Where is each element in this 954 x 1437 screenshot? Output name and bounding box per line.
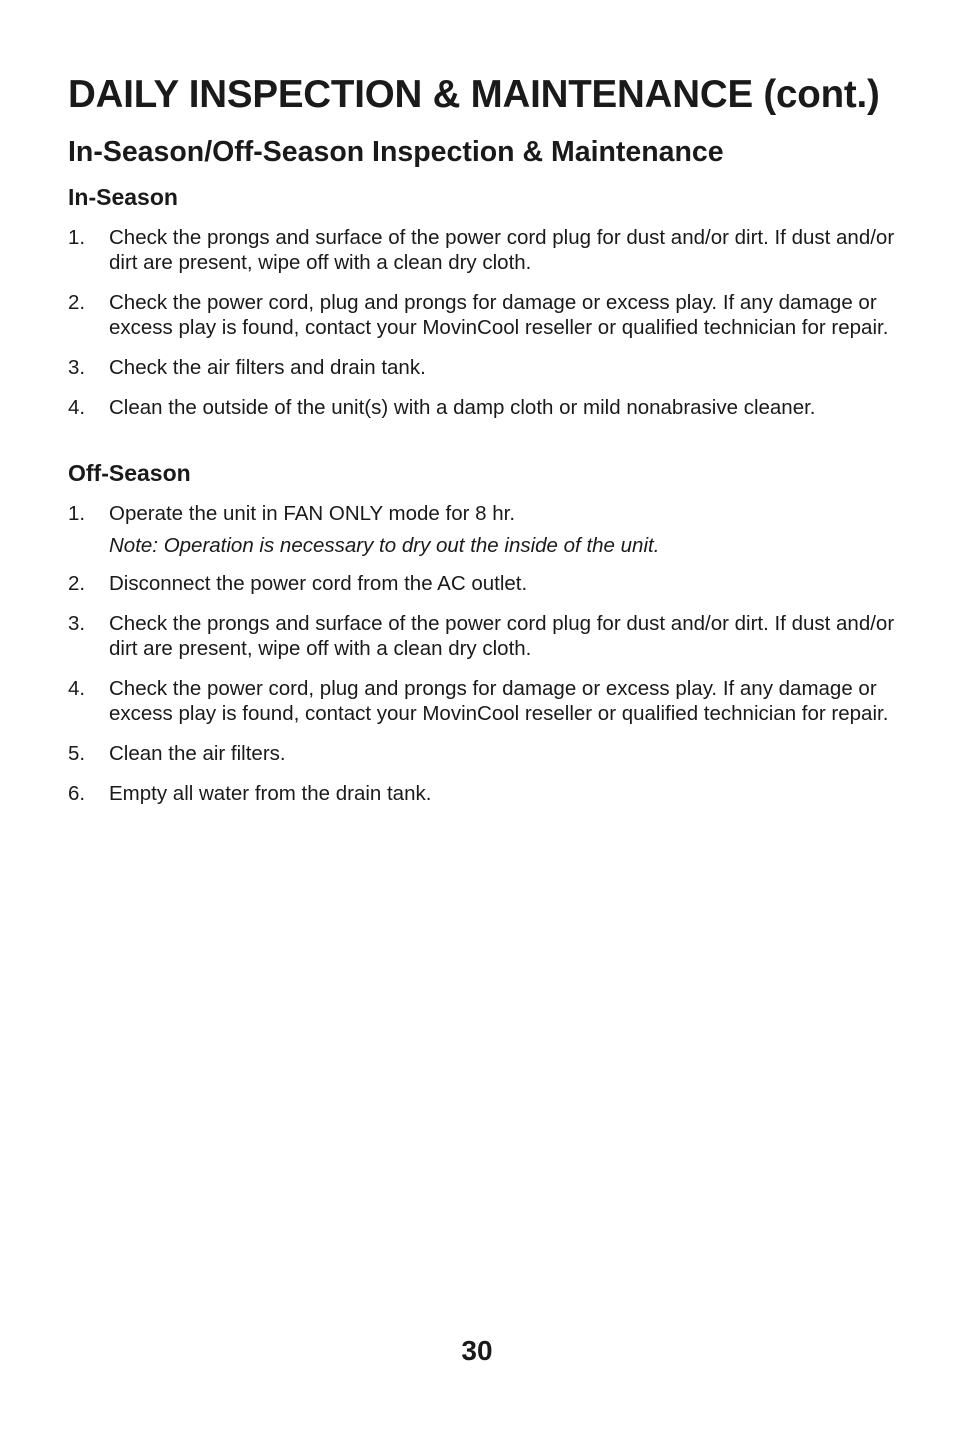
in-season-list <box>68 225 898 435</box>
page-number: 30 <box>461 1335 493 1366</box>
in-season-heading: In-Season <box>68 184 178 210</box>
step-number: 2. <box>68 572 86 595</box>
step-number: 5. <box>68 742 86 765</box>
step-text: Operate the unit in FAN ONLY mode for 8 hr. <box>109 502 516 525</box>
off-season-heading: Off-Season <box>68 460 191 486</box>
step-text: Check the prongs and surface of the power cord plug for dust and/or dirt. If dust and/or dirt are present, wipe off with a clean dry cloth. <box>109 226 895 274</box>
step-number: 4. <box>68 396 86 419</box>
step-text: Check the air filters and drain tank. <box>109 356 426 379</box>
list-item <box>68 225 898 275</box>
step-number: 3. <box>68 612 86 635</box>
step-text: Check the prongs and surface of the power cord plug for dust and/or dirt. If dust and/or dirt are present, wipe off with a clean dry cloth. <box>109 612 895 660</box>
step-text: Empty all water from the drain tank. <box>109 782 432 805</box>
list-item <box>68 781 898 806</box>
step-text: Check the power cord, plug and prongs for damage or excess play. If any damage or excess play is found, contact your MovinCool reseller or qualified technician for repair. <box>109 677 889 725</box>
list-item <box>68 290 898 340</box>
step-text: Disconnect the power cord from the AC outlet. <box>109 572 528 595</box>
step-text: Clean the outside of the unit(s) with a damp cloth or mild nonabrasive cleaner. <box>109 396 816 419</box>
step-number: 1. <box>68 502 86 525</box>
list-item <box>68 355 898 380</box>
step-number: 4. <box>68 677 86 700</box>
list-item <box>68 676 898 726</box>
list-item <box>68 741 898 766</box>
off-season-list <box>68 501 898 821</box>
step-text: Clean the air filters. <box>109 742 286 765</box>
step-number: 2. <box>68 291 86 314</box>
list-item <box>68 611 898 661</box>
list-item <box>68 571 898 596</box>
step-number: 1. <box>68 226 86 249</box>
step-number: 6. <box>68 782 86 805</box>
step-text: Check the power cord, plug and prongs for damage or excess play. If any damage or excess play is found, contact your MovinCool reseller or qualified technician for repair. <box>109 291 889 339</box>
list-item <box>68 501 898 558</box>
page-title: DAILY INSPECTION & MAINTENANCE (cont.) <box>68 73 880 116</box>
step-note: Note: Operation is necessary to dry out the inside of the unit. <box>109 534 660 557</box>
section-heading: In-Season/Off-Season Inspection & Maintenance <box>68 136 724 168</box>
list-item <box>68 395 898 420</box>
step-number: 3. <box>68 356 86 379</box>
